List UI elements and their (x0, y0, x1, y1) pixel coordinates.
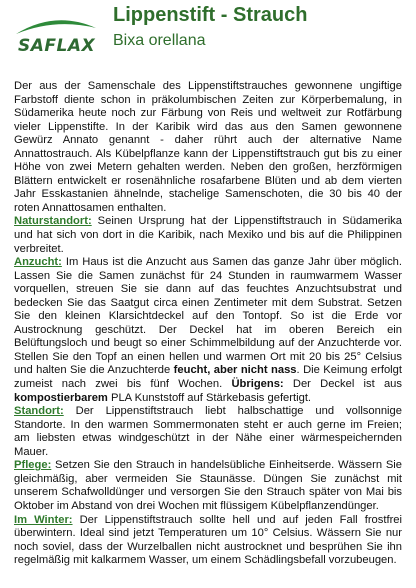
section-text: Der Deckel ist aus (283, 378, 402, 391)
emphasis-text: kompostierbarem (14, 391, 108, 404)
saflax-logo (10, 14, 100, 64)
emphasis-text: Übrigens: (231, 378, 284, 391)
section-text: . Die Keimung erfolgt zumeist nach zwei bis fünf Wochen. (14, 364, 402, 391)
page-title: Lippenstift - Strauch (113, 4, 308, 26)
logo-arc-icon (10, 14, 100, 38)
section-heading: Standort: (14, 405, 64, 418)
section-text: PLA Kunststoff auf Stärkebasis gefertigt. (107, 391, 312, 404)
header (0, 0, 416, 70)
section-heading: Pflege: (14, 459, 52, 472)
section-heading: Anzucht: (14, 256, 62, 269)
section-text: Der Lippenstiftstrauch liebt halbschattige und vollsonnige Standorte. In den warmen Sommermonaten steht er auch gerne im Freien; am liebsten etwas windgeschützt in der Nähe einer wärmespeichernden Mauer. (14, 405, 402, 458)
page-subtitle: Bixa orellana (113, 32, 206, 49)
section-text: Setzen Sie den Strauch in handelsübliche Einheitserde. Wässern Sie gleichmäßig, aber vermeiden Sie Staunässe. Düngen Sie zunächst mit unserem Schafwolldünger und versorgen Sie den Strauch später von Mai bis Oktober im Abstand von drei Wochen mit flüssigem Kübelpflanzendünger. (14, 459, 402, 512)
section-naturstandort (14, 215, 402, 256)
logo-text: SAFLAX (18, 36, 96, 56)
section-standort (14, 405, 402, 459)
section-pflege (14, 459, 402, 513)
section-text: Im Haus ist die Anzucht aus Samen das ganze Jahr über möglich. Lassen Sie die Samen zunächst für 24 Stunden in raumwarmem Wasser vorquellen, streuen Sie sie dann auf das feuchtes Anzuchtsubstrat und bedecken Sie das Saatgut circa einen Zentimeter mit dem Substrat. Setzen Sie den kleinen Klarsichtdeckel auf den Tontopf. So ist die Erde vor Austrocknung geschützt. Der Deckel hat im oberen Bereich ein Belüftungsloch und beugt so einer Schimmelbildung auf der Anzuchterde vor. Stellen Sie den Topf an einen hellen und warmen Ort mit 20 bis 25° Celsius und halten Sie die Anzuchterde (14, 256, 402, 377)
section-heading: Im Winter: (14, 513, 73, 526)
section-winter (14, 514, 402, 568)
intro-paragraph: Der aus der Samenschale des Lippenstiftstrauches gewonnene ungiftige Farbstoff diente schon in präkolumbischen Zeiten zur Körperbemalung, in Südamerika heute noch zur Färbung von Reis und weltweit zur Rotfärbung vieler Lippenstifte. In der Karibik wird das aus den Samen gewonnene Gewürz Annato genannt - daher rührt auch der alternative Name Annattostrauch. Als Kübelpflanze kann der Lippenstiftstrauch gut bis zu einer Höhe von zwei Metern gehalten werden. Neben den großen, herzförmigen Blättern entwickelt er rosenähnliche rosafarbene Blüten und ab dem vierten Jahr Esskastanien ähnelnde, stachelige Samenschoten, die 30 bis 40 der roten Annattosamen enthalten. (14, 80, 402, 214)
body-text (14, 80, 402, 568)
section-text: Seinen Ursprung hat der Lippenstiftstrauch in Südamerika und hat sich von dort in die Karibik, nach Mexiko und bis auf die Philippinen verbreitet. (14, 215, 402, 255)
emphasis-text: feucht, aber nicht nass (173, 364, 297, 377)
section-anzucht (14, 256, 402, 405)
section-heading: Naturstandort: (14, 215, 92, 228)
section-text: Der Lippenstiftstrauch sollte hell und auf jeden Fall frostfrei überwintern. Ideal sind jetzt Temperaturen um 10° Celsius. Wässern Sie nur noch soviel, dass der Wurzelballen nicht austrocknet und besprühen Sie ihn regelmäßig mit kalkarmem Wasser, um einem Schädlingsbefall vorzubeugen. (14, 513, 403, 567)
